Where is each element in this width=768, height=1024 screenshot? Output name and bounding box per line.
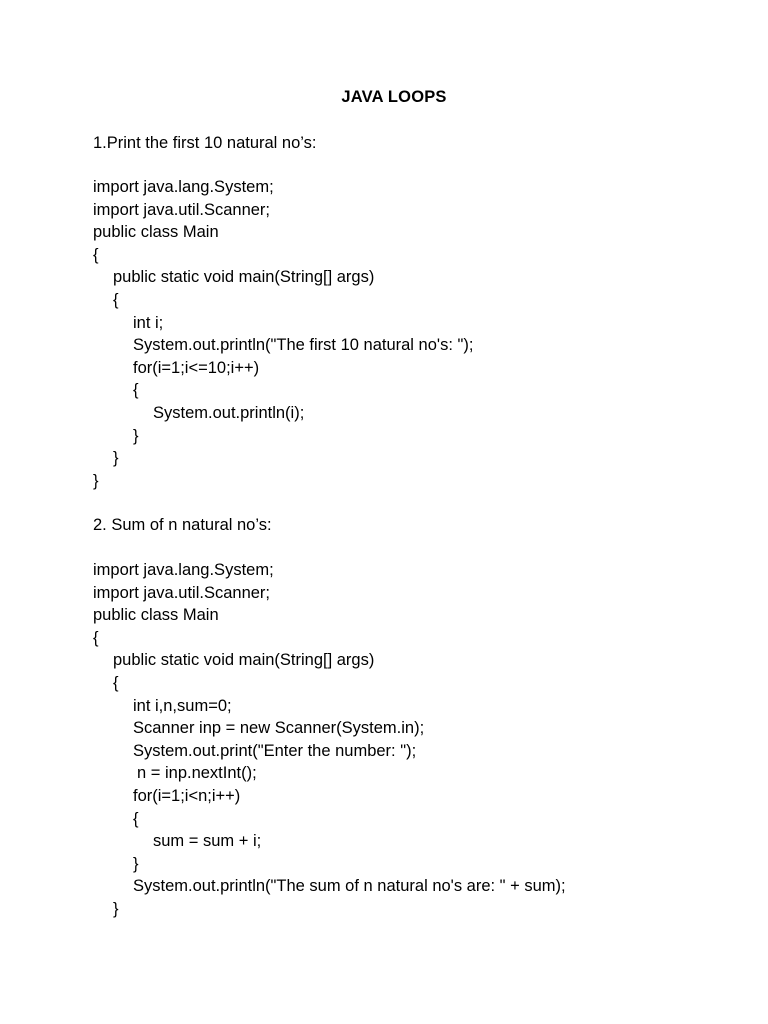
code-line: { (93, 628, 99, 647)
code-line: } (93, 471, 99, 490)
code-line: import java.util.Scanner; (93, 200, 270, 219)
code-line: System.out.println(i); (153, 403, 305, 422)
code-line: } (113, 899, 119, 918)
code-line: } (133, 426, 139, 445)
code-line: for(i=1;i<=10;i++) (133, 358, 260, 377)
code-line: } (133, 854, 139, 873)
code-line: System.out.println("The sum of n natural no's are: " + sum); (133, 877, 566, 896)
code-line: import java.lang.System; (93, 561, 274, 579)
section-1-heading: 1.Print the first 10 natural no’s: (93, 134, 317, 152)
code-line: public static void main(String[] args) (113, 268, 375, 287)
code-line: for(i=1;i<n;i++) (133, 786, 241, 805)
code-line: Scanner inp = new Scanner(System.in); (133, 719, 425, 738)
section-2 (93, 514, 753, 536)
code-line: { (133, 381, 139, 400)
code-line: public class Main (93, 606, 219, 625)
code-line: import java.lang.System; (93, 178, 274, 196)
section-2-code (93, 559, 753, 921)
section-1-code (93, 176, 753, 492)
section-1 (93, 132, 753, 154)
code-line: } (113, 449, 119, 468)
code-line: System.out.print("Enter the number: "); (133, 741, 417, 760)
page-title: JAVA LOOPS (341, 88, 447, 106)
code-line: int i,n,sum=0; (133, 696, 232, 715)
code-line: public static void main(String[] args) (113, 651, 375, 670)
code-line: System.out.println("The first 10 natural no's: "); (133, 336, 474, 355)
code-line: sum = sum + i; (153, 832, 262, 851)
code-line: { (113, 290, 119, 309)
code-line: { (93, 245, 99, 264)
code-line: public class Main (93, 223, 219, 242)
code-line: { (113, 673, 119, 692)
section-2-heading: 2. Sum of n natural no’s: (93, 516, 272, 534)
code-line: { (133, 809, 139, 828)
code-line: n = inp.nextInt(); (137, 764, 257, 783)
code-line: int i; (133, 313, 164, 332)
code-line: import java.util.Scanner; (93, 583, 270, 602)
